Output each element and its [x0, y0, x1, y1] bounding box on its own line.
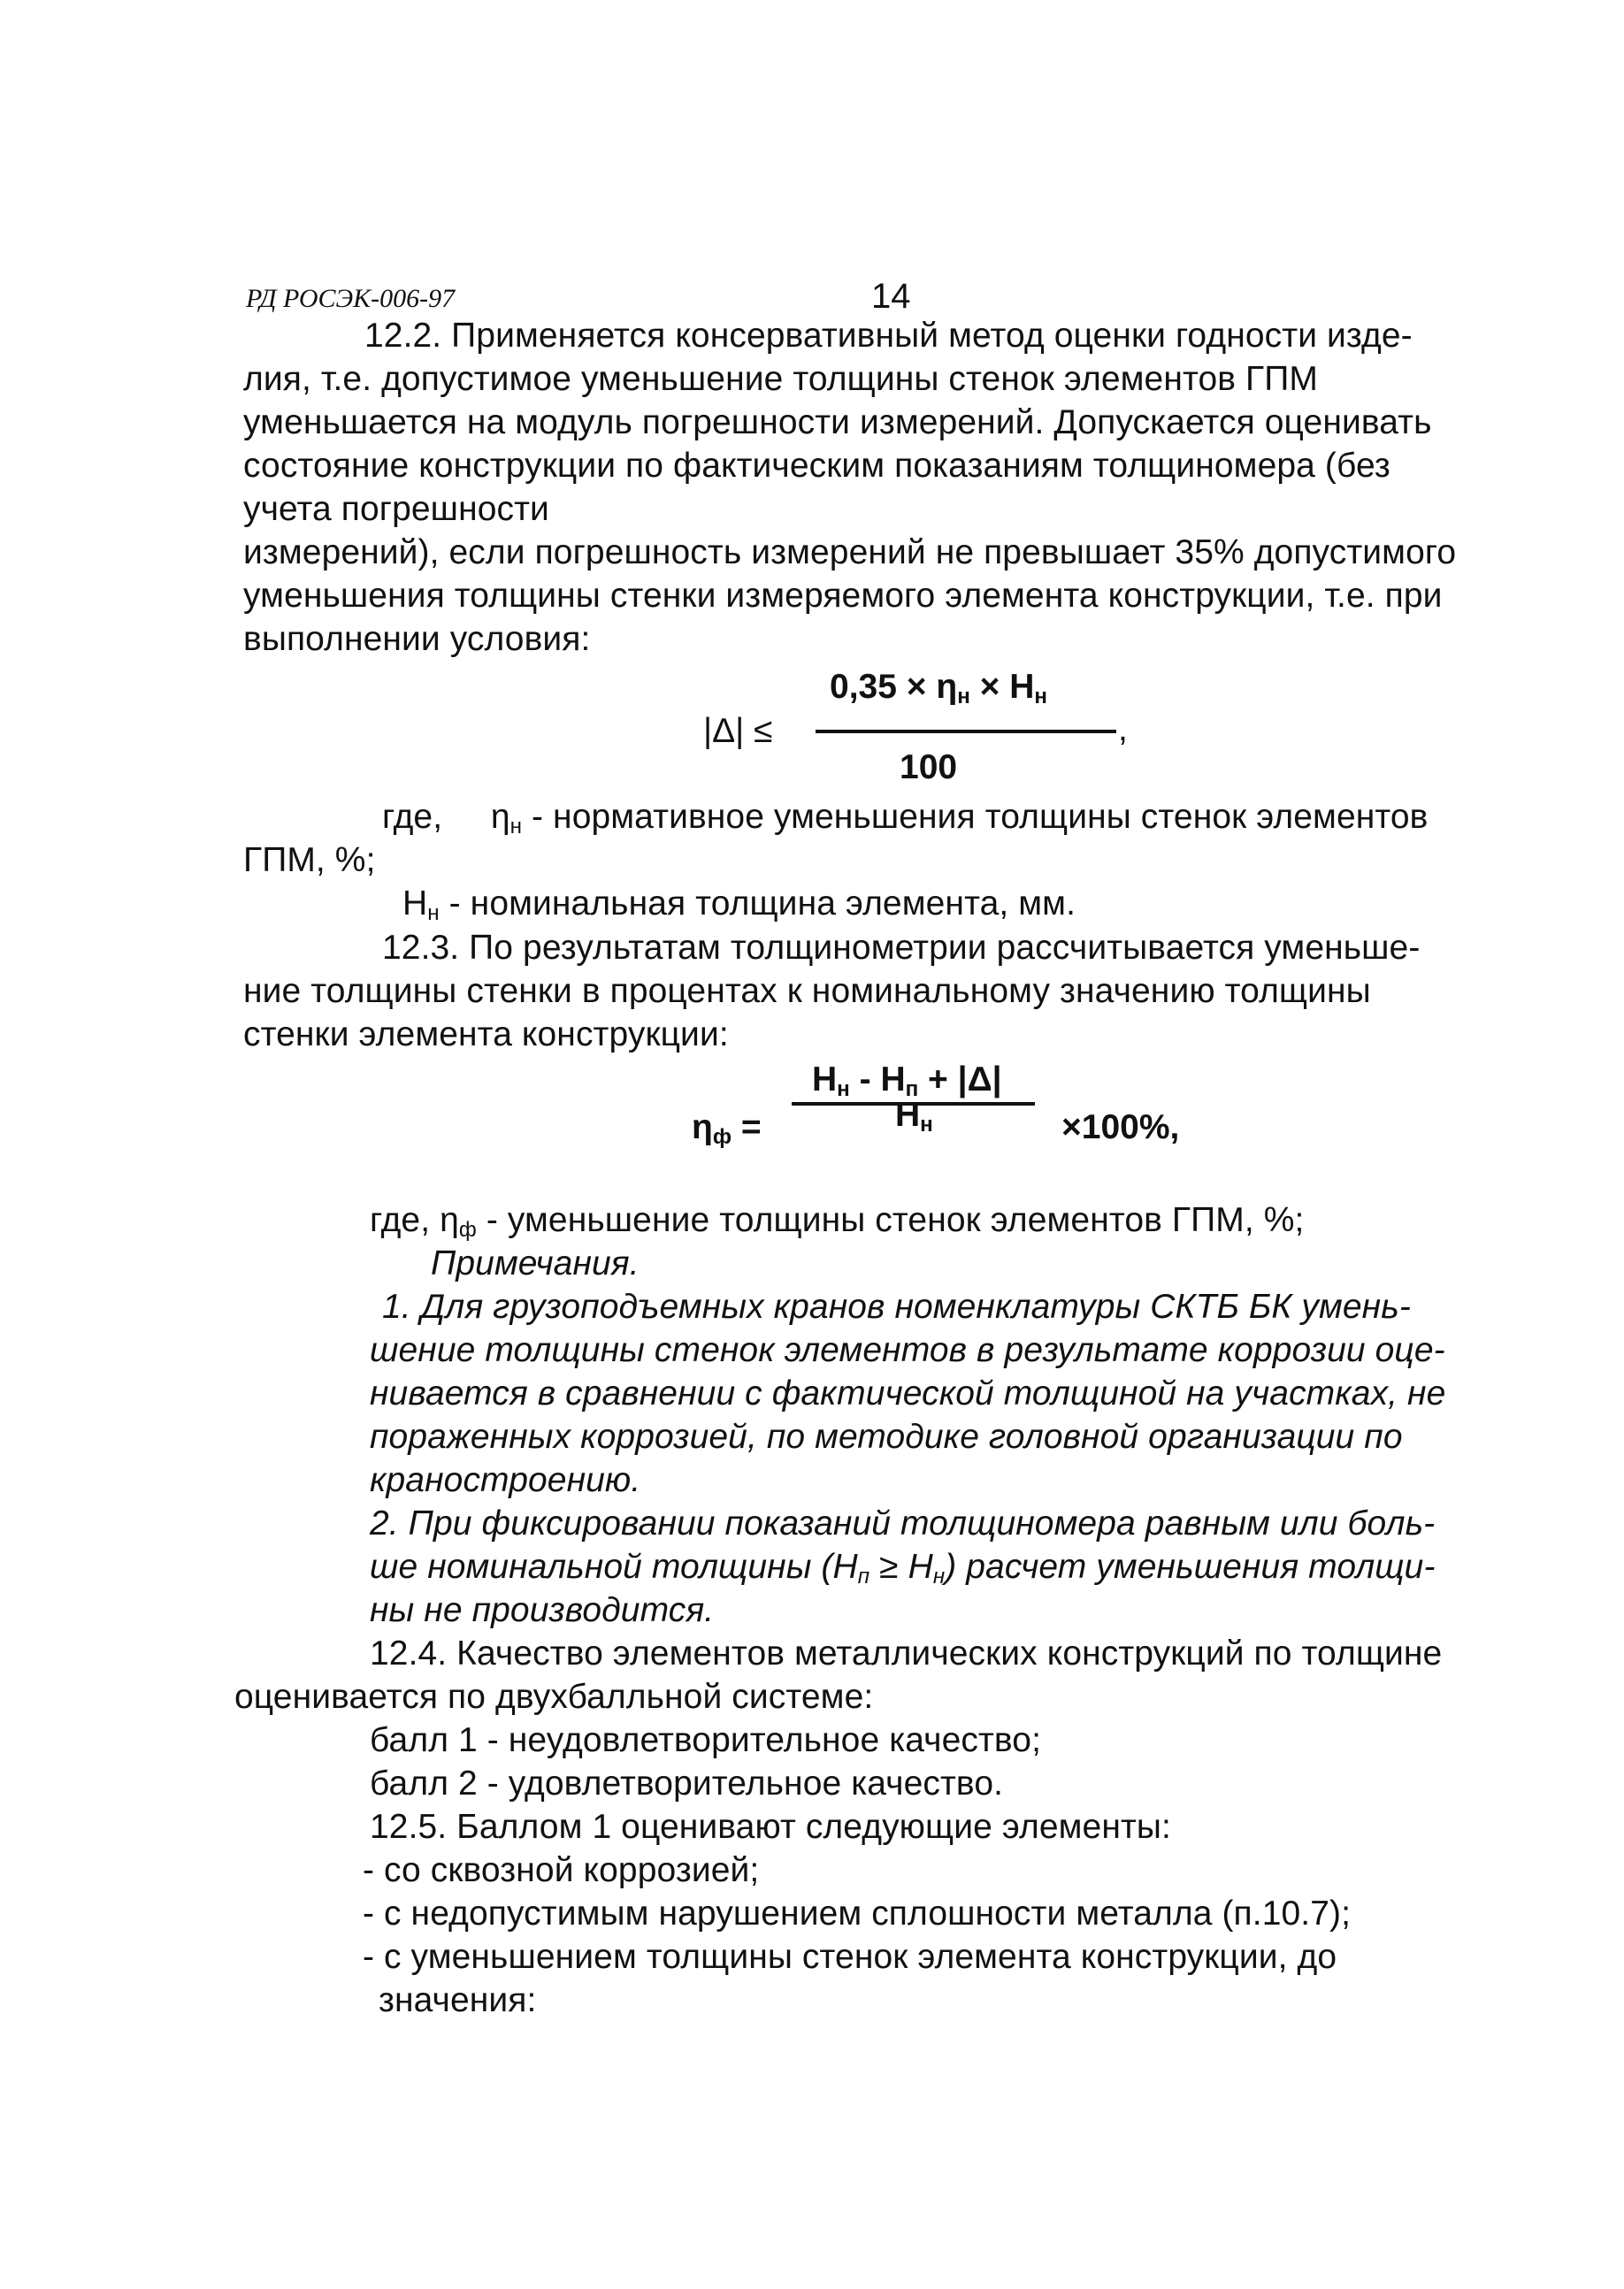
- note-1-line: краностроению.: [370, 1461, 641, 1499]
- formula2-denominator: $H_н$: [895, 1096, 933, 1137]
- document-code: РД РОСЭК-006-97: [246, 284, 456, 313]
- where-unit-line: ГПМ, %;: [243, 841, 376, 879]
- formula2-numerator: $H_н - H_п + |\Delta|$: [812, 1060, 1002, 1102]
- formula1-trailing: ,: [1118, 710, 1128, 748]
- p12-2-line: учета погрешности: [243, 490, 549, 528]
- p12-4-line: оценивается по двухбалльной системе:: [234, 1678, 874, 1716]
- p12-2-line: уменьшения толщины стенки измеряемого элемента конструкции, т.е. при: [243, 577, 1443, 615]
- note-1-line: 1. Для грузоподъемных кранов номенклатуры СКТБ БК умень-: [382, 1288, 1411, 1326]
- note-1-line: пораженных коррозией, по методике головной организации по: [370, 1418, 1403, 1456]
- p12-2-line: 12.2. Применяется консервативный метод оценки годности изде-: [364, 317, 1413, 355]
- p12-2-line: лия, т.е. допустимое уменьшение толщины стенок элементов ГПМ: [243, 360, 1318, 398]
- p12-3-line: стенки элемента конструкции:: [243, 1015, 729, 1053]
- note-2-line: ны не производится.: [370, 1591, 715, 1629]
- formula1-numerator: $0,35 \times \eta_н \times H_н$: [830, 668, 1048, 709]
- formula2-lhs: $\eta_ф$ =: [692, 1108, 762, 1150]
- notes-title: Примечания.: [431, 1244, 640, 1282]
- where-eta-n: где, $\eta_н$ - нормативное уменьшения толщины стенок элементов: [382, 798, 1429, 839]
- p12-5-item: значения:: [379, 1981, 537, 2019]
- note-2-line: 2. При фиксировании показаний толщиномера равным или боль-: [370, 1504, 1436, 1543]
- p12-5-item: - с недопустимым нарушением сплошности металла (п.10.7);: [363, 1895, 1352, 1933]
- note-1-line: нивается в сравнении с фактической толщиной на участках, не: [370, 1374, 1446, 1412]
- p12-2-line: измерений), если погрешность измерений не превышает 35% допустимого: [243, 533, 1457, 571]
- formula1-denominator: 100: [900, 748, 958, 786]
- p12-5-item: - с уменьшением толщины стенок элемента конструкции, до: [363, 1938, 1337, 1976]
- score-2-line: балл 2 - удовлетворительное качество.: [370, 1765, 1004, 1803]
- formula1-fraction-bar: [816, 730, 1116, 733]
- p12-2-line: выполнении условия:: [243, 620, 591, 658]
- p12-2-line: уменьшается на модуль погрешности измерений. Допускается оценивать: [243, 403, 1432, 441]
- where-eta-f: где, $\eta_ф$ - уменьшение толщины стенок элементов ГПМ, %;: [370, 1201, 1305, 1243]
- p12-3-line: ние толщины стенки в процентах к номинальному значению толщины: [243, 972, 1371, 1010]
- where-h-n: $H_н$ - номинальная толщина элемента, мм.: [402, 884, 1076, 926]
- p12-5-line: 12.5. Баллом 1 оценивают следующие элементы:: [370, 1808, 1171, 1846]
- page-number: 14: [871, 277, 911, 316]
- p12-4-line: 12.4. Качество элементов металлических конструкций по толщине: [370, 1634, 1443, 1673]
- formula1-lhs: |Δ| ≤: [703, 712, 773, 750]
- p12-3-line: 12.3. По результатам толщинометрии рассчитывается уменьше-: [382, 929, 1421, 967]
- p12-2-line: состояние конструкции по фактическим показаниям толщиномера (без: [243, 447, 1390, 485]
- note-2-line: ше номинальной толщины $(Н_п \ge Н_н)$ расчет уменьшения толщи-: [370, 1548, 1436, 1589]
- p12-5-item: - со сквозной коррозией;: [363, 1851, 760, 1889]
- formula2-multiplier: ×100%,: [1061, 1108, 1180, 1146]
- score-1-line: балл 1 - неудовлетворительное качество;: [370, 1721, 1042, 1759]
- note-1-line: шение толщины стенок элементов в результате коррозии оце-: [370, 1331, 1445, 1369]
